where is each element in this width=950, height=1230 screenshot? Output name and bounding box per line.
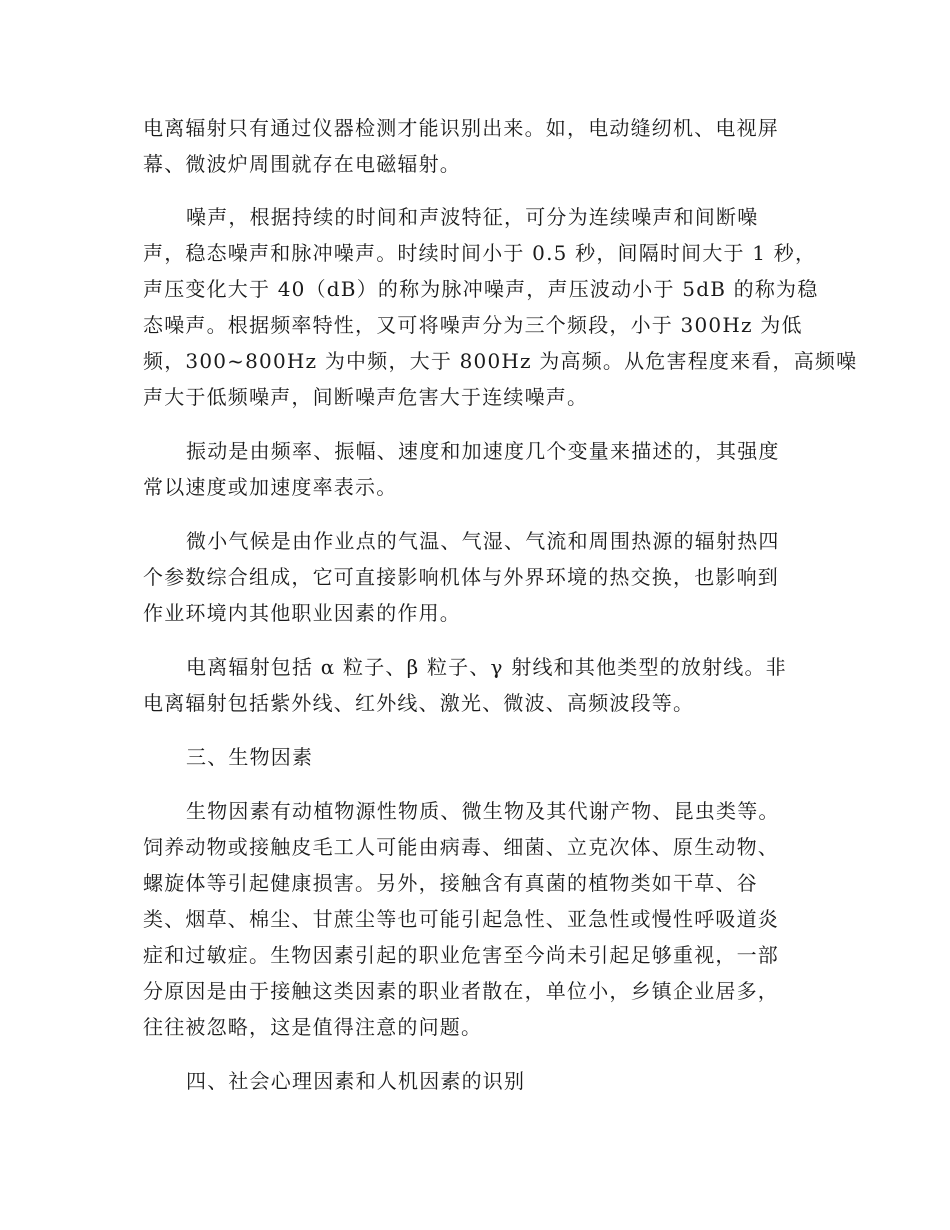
text-line: 螺旋体等引起健康损害。另外，接触含有真菌的植物类如干草、谷: [143, 871, 758, 895]
text-line: 声压变化大于 40（dB）的称为脉冲噪声，声压波动小于 5dB 的称为稳: [143, 277, 819, 301]
text-line: 电离辐射只有通过仪器检测才能识别出来。如，电动缝纫机、电视屏: [143, 116, 779, 140]
text-line: 常以速度或加速度率表示。: [143, 475, 398, 499]
text-line: 声大于低频噪声，间断噪声危害大于连续噪声。: [143, 385, 589, 409]
text-line: 往往被忽略，这是值得注意的问题。: [143, 1015, 483, 1039]
text-line: 分原因是由于接触这类因素的职业者散在，单位小，乡镇企业居多，: [143, 979, 779, 1003]
section-heading: 四、社会心理因素和人机因素的识别: [186, 1069, 526, 1093]
text-line: 态噪声。根据频率特性，又可将噪声分为三个频段，小于 300Hz 为低: [143, 313, 803, 337]
text-line: 生物因素有动植物源性物质、微生物及其代谢产物、昆虫类等。: [186, 799, 780, 823]
text-line: 个参数综合组成，它可直接影响机体与外界环境的热交换，也影响到: [143, 565, 779, 589]
text-line: 电离辐射包括 α 粒子、β 粒子、γ 射线和其他类型的放射线。非: [186, 655, 787, 679]
text-line: 幕、微波炉周围就存在电磁辐射。: [143, 152, 461, 176]
text-line: 频，300~800Hz 为中频，大于 800Hz 为高频。从危害程度来看，高频噪: [143, 349, 858, 373]
section-heading: 三、生物因素: [186, 745, 314, 769]
text-line: 作业环境内其他职业因素的作用。: [143, 601, 461, 625]
text-line: 振动是由频率、振幅、速度和加速度几个变量来描述的，其强度: [186, 439, 780, 463]
text-line: 噪声，根据持续的时间和声波特征，可分为连续噪声和间断噪: [186, 205, 759, 229]
text-line: 声，稳态噪声和脉冲噪声。时续时间小于 0.5 秒，间隔时间大于 1 秒，: [143, 241, 817, 265]
text-line: 微小气候是由作业点的气温、气湿、气流和周围热源的辐射热四: [186, 529, 780, 553]
text-line: 饲养动物或接触皮毛工人可能由病毒、细菌、立克次体、原生动物、: [143, 835, 779, 859]
text-line: 电离辐射包括紫外线、红外线、激光、微波、高频波段等。: [143, 691, 695, 715]
text-line: 症和过敏症。生物因素引起的职业危害至今尚未引起足够重视，一部: [143, 943, 779, 967]
text-line: 类、烟草、棉尘、甘蔗尘等也可能引起急性、亚急性或慢性呼吸道炎: [143, 907, 779, 931]
